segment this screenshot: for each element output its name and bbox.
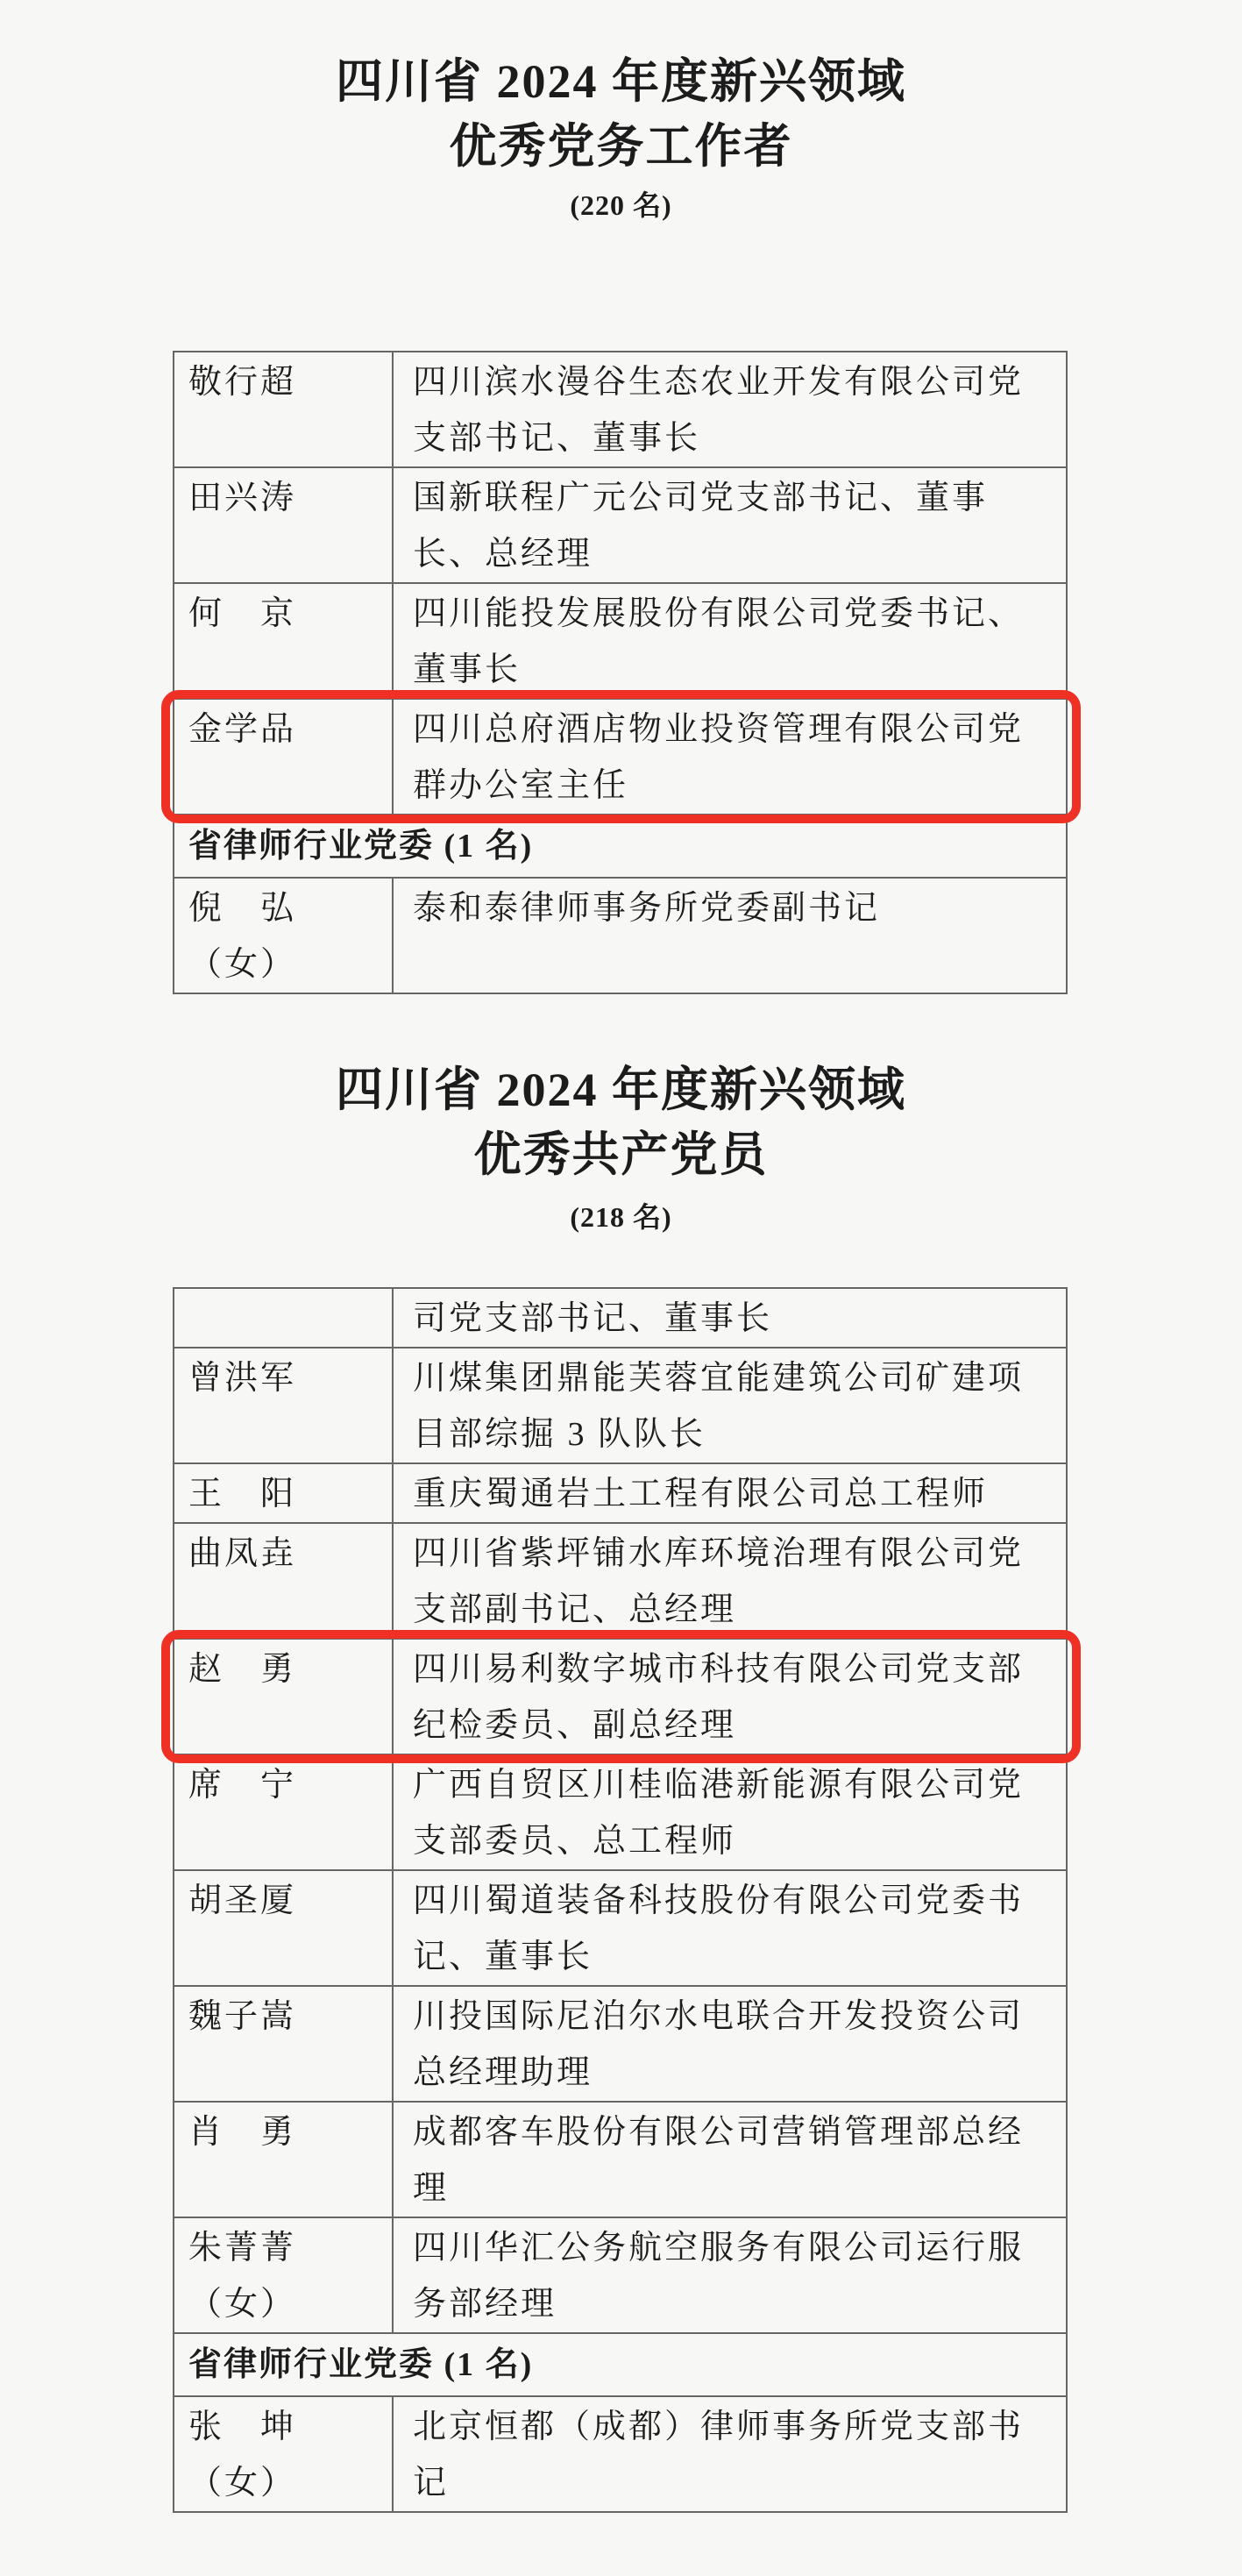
table-row [174,1463,1067,1523]
section1-title [0,49,1242,179]
section2-count: (218 名) [570,1201,672,1233]
name-cell [174,1288,393,1348]
name-cell: 倪 弘（女） [174,878,393,993]
table-row [174,1523,1067,1639]
name-cell: 胡圣厦 [174,1870,393,1986]
table-row [174,2217,1067,2333]
table-row [174,1348,1067,1463]
category-header-row [174,815,1067,878]
table-row [174,583,1067,699]
name-cell: 田兴涛 [174,467,393,583]
category-header-row [174,2333,1067,2396]
section2-title-line1: 四川省 2024 年度新兴领域 [336,1064,906,1116]
table-row [174,2396,1067,2512]
position-cell: 泰和泰律师事务所党委副书记 [393,878,1067,993]
section2-title-line2: 优秀共产党员 [473,1128,769,1181]
name-cell: 敬行超 [174,352,393,467]
table-row [174,1754,1067,1870]
position-cell: 重庆蜀通岩土工程有限公司总工程师 [393,1463,1067,1523]
section1-title-line2: 优秀党务工作者 [449,120,793,173]
name-cell: 席 宁 [174,1754,393,1870]
table-row [174,878,1067,993]
name-cell: 王 阳 [174,1463,393,1523]
name-cell: 赵 勇 [174,1639,393,1754]
name-cell: 曾洪军 [174,1348,393,1463]
name-cell: 曲凤垚 [174,1523,393,1639]
table-row [174,699,1067,815]
name-cell: 魏子嵩 [174,1986,393,2102]
position-cell: 四川总府酒店物业投资管理有限公司党群办公室主任 [393,699,1067,815]
table-row [174,352,1067,467]
table-row [174,1870,1067,1986]
table-row [174,1986,1067,2102]
position-cell: 川投国际尼泊尔水电联合开发投资公司总经理助理 [393,1986,1067,2102]
position-cell: 成都客车股份有限公司营销管理部总经理 [393,2102,1067,2217]
awards-table-2 [173,1287,1068,2513]
category-header-cell: 省律师行业党委 (1 名) [174,815,1067,878]
awards-table-1 [173,351,1068,994]
category-header-cell: 省律师行业党委 (1 名) [174,2333,1067,2396]
table-row [174,2102,1067,2217]
position-cell: 川煤集团鼎能芙蓉宜能建筑公司矿建项目部综掘 3 队队长 [393,1348,1067,1463]
position-cell: 四川能投发展股份有限公司党委书记、董事长 [393,583,1067,699]
name-cell: 何 京 [174,583,393,699]
position-cell: 广西自贸区川桂临港新能源有限公司党支部委员、总工程师 [393,1754,1067,1870]
table-row [174,467,1067,583]
table-row [174,1639,1067,1754]
position-cell: 四川蜀道装备科技股份有限公司党委书记、董事长 [393,1870,1067,1986]
section1-count: (220 名) [570,189,672,221]
name-cell: 张 坤（女） [174,2396,393,2512]
name-cell: 肖 勇 [174,2102,393,2217]
position-cell: 四川滨水漫谷生态农业开发有限公司党支部书记、董事长 [393,352,1067,467]
name-cell: 金学品 [174,699,393,815]
table-row [174,1288,1067,1348]
position-cell: 四川华汇公务航空服务有限公司运行服务部经理 [393,2217,1067,2333]
name-cell: 朱菁菁（女） [174,2217,393,2333]
section2-title [0,1057,1242,1187]
position-cell: 北京恒都（成都）律师事务所党支部书记 [393,2396,1067,2512]
position-cell: 司党支部书记、董事长 [393,1288,1067,1348]
position-cell: 国新联程广元公司党支部书记、董事长、总经理 [393,467,1067,583]
position-cell: 四川易利数字城市科技有限公司党支部纪检委员、副总经理 [393,1639,1067,1754]
section1-title-line1: 四川省 2024 年度新兴领域 [336,55,906,108]
position-cell: 四川省紫坪铺水库环境治理有限公司党支部副书记、总经理 [393,1523,1067,1639]
